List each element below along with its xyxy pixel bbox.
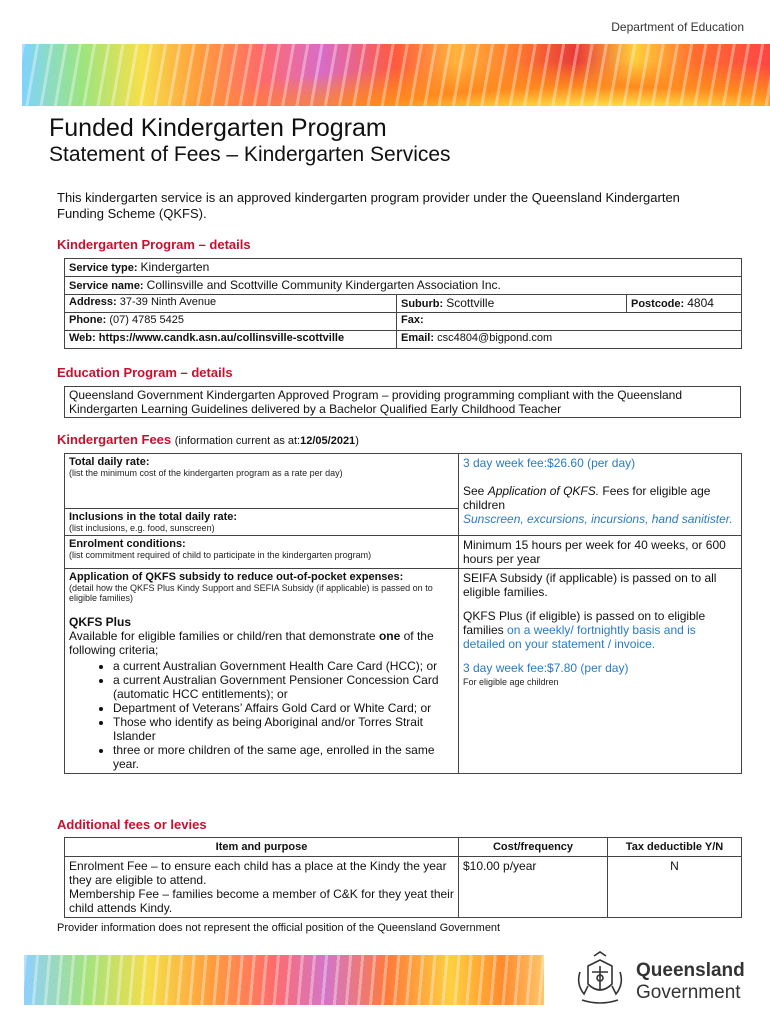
service-type-row: Service type: Kindergarten xyxy=(65,259,742,277)
inclusions-cell: Inclusions in the total daily rate: (list inclusions, e.g. food, sunscreen) xyxy=(65,509,459,536)
list-item: • Those who identify as being Aboriginal and/or Torres Strait Islander xyxy=(113,715,454,743)
qkfs-plus-fee: 3 day week fee:$7.80 (per day) xyxy=(463,661,629,675)
additional-fees-table xyxy=(64,837,742,918)
criteria-list xyxy=(69,659,454,771)
fax-cell: Fax: xyxy=(397,313,742,331)
postcode-value: 4804 xyxy=(687,296,714,310)
program-details-heading: Kindergarten Program – details xyxy=(57,237,251,252)
suburb-cell: Suburb: Scottville xyxy=(397,295,627,313)
fees-table xyxy=(64,453,742,774)
enrolment-cell: Enrolment conditions: (list commitment required of child to participate in the kindergarten program) xyxy=(65,536,459,569)
phone-value: (07) 4785 5425 xyxy=(109,314,184,326)
col-item: Item and purpose xyxy=(65,838,459,857)
table-row xyxy=(65,857,742,918)
gov-name-line2: Government xyxy=(636,982,741,1003)
web-cell: Web: https://www.candk.asn.au/collinsville-scottville xyxy=(65,331,397,349)
list-item: • a current Australian Government Health Care Card (HCC); or xyxy=(113,659,454,673)
fees-info-date: (information current as at:12/05/2021) xyxy=(174,435,359,447)
header-banner xyxy=(22,44,770,106)
gov-name-line1: Queensland xyxy=(636,960,745,981)
disclaimer: Provider information does not represent the official position of the Queensland Government xyxy=(57,922,501,934)
total-daily-cell: Total daily rate: (list the minimum cost of the kindergarten program as a rate per day) xyxy=(65,454,459,509)
intro-text: This kindergarten service is an approved kindergarten program provider under the Queensland Kindergarten Funding Scheme (QKFS). xyxy=(57,190,680,221)
phone-cell: Phone: (07) 4785 5425 xyxy=(65,313,397,331)
enrolment-value: Minimum 15 hours per week for 40 weeks, or 600 hours per year xyxy=(459,536,742,569)
tax-cell: N xyxy=(608,857,742,918)
qkfs-plus-fee-note: For eligible age children xyxy=(463,677,559,687)
qkfs-cell: Application of QKFS subsidy to reduce out-of-pocket expenses: (detail how the QKFS Plus Kindy Support and SEFIA Subsidy (if applicable) is passed on to eligible families) QKFS Plus Available for eligible families or child/ren that demonstrate one of the following criteria; • a current Australian Government Health Care Card (HCC); or • a current Australian Government Pensioner Concession Card (automatic HCC entitlements); or • Department of Veterans’ Affairs Gold Card or White Card; or • Those who identify as being Aboriginal and/or Torres Strait Islander • three or more children of the same age, enrolled in the same year. xyxy=(65,569,459,774)
seifa-value: SEIFA Subsidy (if applicable) is passed on to all eligible families. xyxy=(463,571,717,599)
service-type-value: Kindergarten xyxy=(140,260,210,274)
address-value: 37-39 Ninth Avenue xyxy=(119,296,217,308)
education-text: Queensland Government Kindergarten Approved Program – providing programming compliant with the Queensland Kindergarten Learning Guidelines delivered by a Bachelor Qualified Early Childhood Teacher xyxy=(64,386,741,418)
list-item: • a current Australian Government Pensioner Concession Card (automatic HCC entitlements); or xyxy=(113,673,454,701)
postcode-cell: Postcode: 4804 xyxy=(627,295,742,313)
total-daily-value: 3 day week fee:$26.60 (per day) xyxy=(463,456,636,470)
education-heading: Education Program – details xyxy=(57,365,233,380)
col-tax: Tax deductible Y/N xyxy=(608,838,742,857)
address-cell: Address: 37-39 Ninth Avenue xyxy=(65,295,397,313)
cost-cell: $10.00 p/year xyxy=(459,857,608,918)
list-item: • three or more children of the same age, enrolled in the same year. xyxy=(113,743,454,771)
web-link[interactable]: https://www.candk.asn.au/collinsville-scottville xyxy=(98,332,345,344)
queensland-government-logo xyxy=(574,950,754,1008)
additional-fees-heading: Additional fees or levies xyxy=(57,817,207,832)
item-cell: Enrolment Fee – to ensure each child has a place at the Kindy the year they are eligible to attend. Membership Fee – families become a member of C&K for they yeat their child attends Kindy. xyxy=(65,857,459,918)
col-cost: Cost/frequency xyxy=(459,838,608,857)
fees-heading: Kindergarten Fees (information current as at:12/05/2021) xyxy=(57,432,359,447)
footer-banner xyxy=(24,955,544,1005)
page-subtitle: Statement of Fees – Kindergarten Services xyxy=(49,143,451,166)
email-cell: Email: csc4804@bigpond.com xyxy=(397,331,742,349)
see-application-text: See Application of QKFS. Fees for eligible age children xyxy=(463,484,711,512)
qkfs-value-cell xyxy=(459,569,742,774)
service-name-row: Service name: Collinsville and Scottville Community Kindergarten Association Inc. xyxy=(65,277,742,295)
total-daily-value-cell xyxy=(459,454,742,536)
program-details-table xyxy=(64,258,742,349)
inclusions-value: Sunscreen, excursions, incursions, hand sanitister. xyxy=(463,512,733,526)
department-name: Department of Education xyxy=(611,20,744,34)
qkfs-plus-intro: Available for eligible families or child/ren that demonstrate one of the following criteria; xyxy=(69,629,434,657)
queensland-crest-icon xyxy=(574,950,626,1008)
page-title: Funded Kindergarten Program xyxy=(49,114,387,142)
email-link[interactable]: csc4804@bigpond.com xyxy=(437,332,553,344)
suburb-value: Scottville xyxy=(446,296,495,310)
qkfs-plus-title: QKFS Plus xyxy=(69,615,132,629)
qkfs-plus-value: QKFS Plus (if eligible) is passed on to eligible families on a weekly/ fortnightly basis and is detailed on your statement / invoice. xyxy=(463,609,706,651)
list-item: • Department of Veterans’ Affairs Gold Card or White Card; or xyxy=(113,701,454,715)
service-name-value: Collinsville and Scottville Community Kindergarten Association Inc. xyxy=(146,278,501,292)
